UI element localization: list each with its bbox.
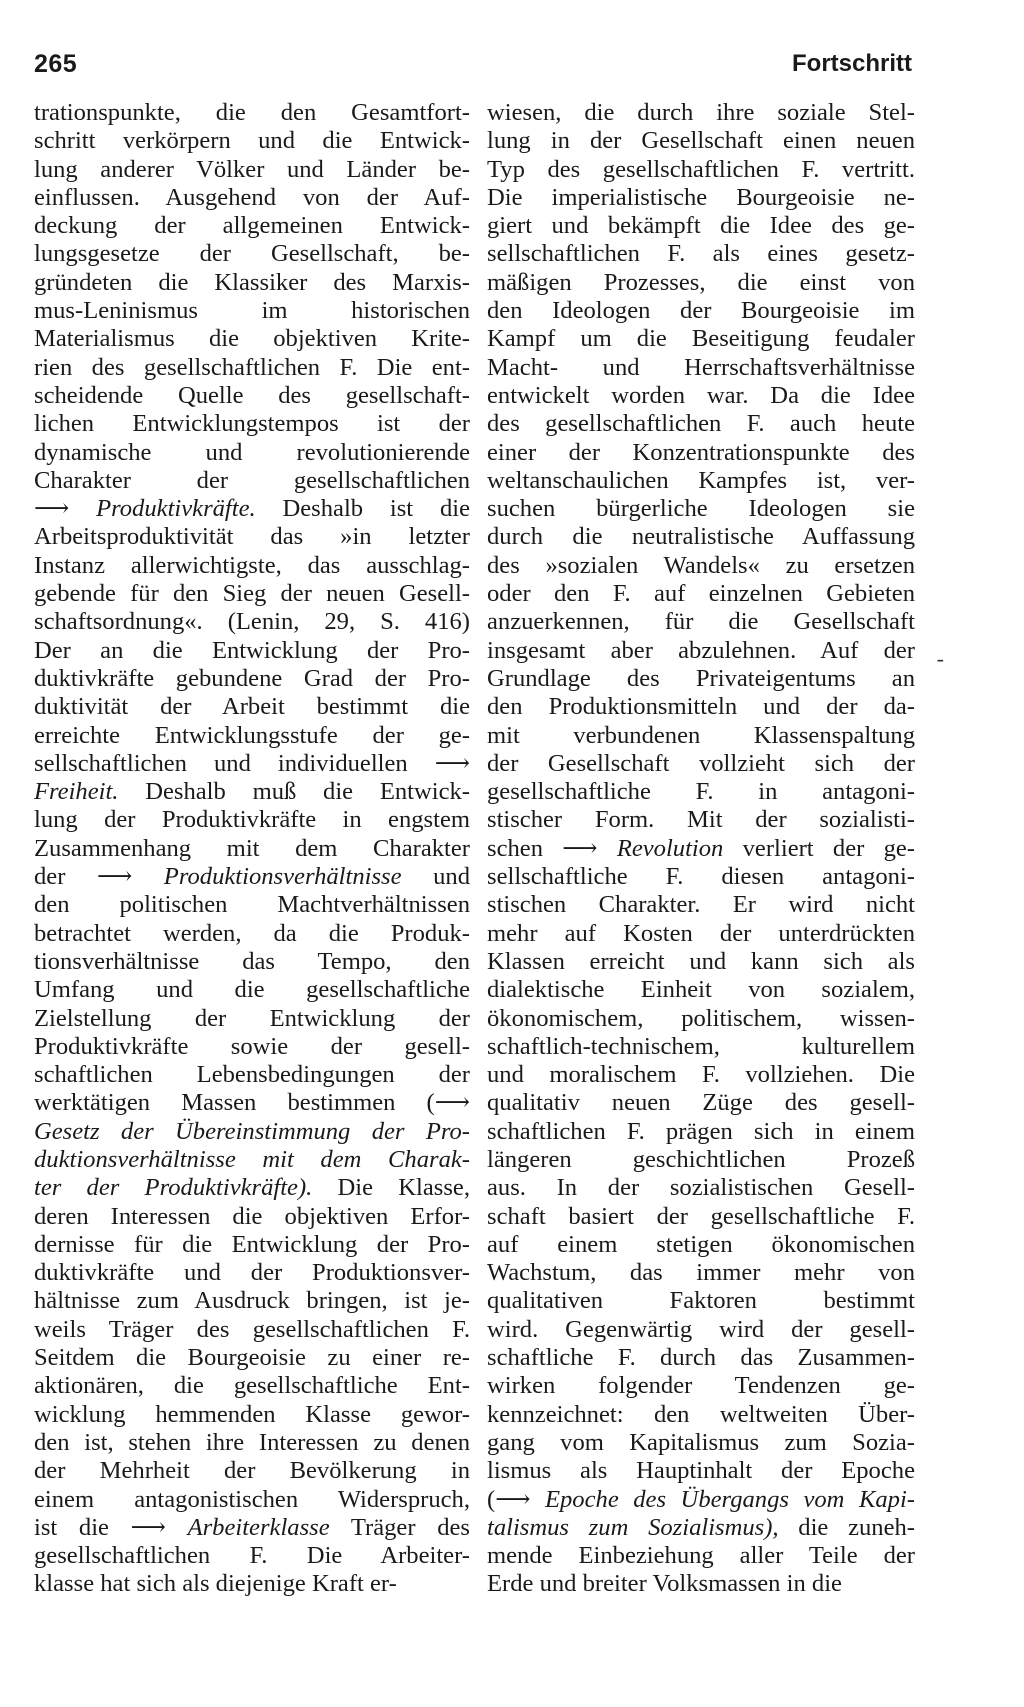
- text-line: [487, 1174, 915, 1202]
- text-segment: hältnisse zum Ausdruck bringen, ist je-: [34, 1287, 470, 1315]
- text-segment: schaftlichen Lebensbedingungen der: [34, 1061, 470, 1089]
- text-segment: lismus als Hauptinhalt der Epoche: [487, 1457, 915, 1485]
- text-line: [487, 297, 915, 325]
- text-segment: Die imperialistische Bourgeoisie ne-: [487, 183, 915, 211]
- text-line: [487, 127, 915, 155]
- text-line: [34, 1174, 470, 1202]
- text-line: [487, 665, 915, 693]
- text-segment: giert und bekämpft die Idee des ge-: [487, 212, 915, 240]
- text-segment: dialektische Einheit von sozialem,: [487, 976, 915, 1004]
- text-line: [34, 1542, 470, 1570]
- text-segment: wiesen, die durch ihre soziale Stel-: [487, 99, 915, 126]
- text-line: [34, 382, 470, 410]
- margin-mark: -: [936, 646, 944, 671]
- text-line: [34, 1231, 470, 1259]
- text-segment: Kampf um die Beseitigung feudaler: [487, 325, 915, 353]
- text-segment: sellschaftlichen und individuellen ⟶: [34, 749, 470, 777]
- text-segment: insgesamt aber abzulehnen. Auf der: [487, 636, 915, 664]
- text-segment: des »sozialen Wandels« zu ersetzen: [487, 551, 915, 579]
- text-line: [487, 495, 915, 523]
- text-line: [487, 99, 915, 127]
- text-segment: lichen Entwicklungstempos ist der: [34, 410, 470, 438]
- text-line: [34, 1061, 470, 1089]
- text-line: [34, 495, 470, 523]
- text-segment: Macht- und Herrschaftsverhältnisse: [487, 353, 915, 381]
- text-segment: aktionären, die gesellschaftliche Ent-: [34, 1372, 470, 1400]
- page-number: 265: [34, 50, 78, 78]
- text-segment: Arbeitsproduktivität das »in letzter: [34, 523, 470, 551]
- text-line: [487, 1486, 915, 1514]
- text-segment: lung der Produktivkräfte in engstem: [34, 806, 470, 834]
- italic-reference: Revolution: [616, 834, 724, 862]
- text-line: [487, 1316, 915, 1344]
- text-line: [34, 1486, 470, 1514]
- text-line: [34, 778, 470, 806]
- text-segment: Der an die Entwicklung der Pro-: [34, 636, 470, 664]
- text-segment: mit verbundenen Klassenspaltung: [487, 721, 915, 749]
- text-line: [34, 1118, 470, 1146]
- text-line: [34, 750, 470, 778]
- text-line: [34, 354, 470, 382]
- text-line: [487, 1570, 915, 1598]
- text-line: [487, 1089, 915, 1117]
- text-segment: gebende für den Sieg der neuen Gesell-: [34, 580, 470, 608]
- text-line: [487, 1401, 915, 1429]
- text-line: [34, 1203, 470, 1231]
- text-line: [487, 920, 915, 948]
- text-segment: schen ⟶: [487, 834, 617, 862]
- text-segment: duktivität der Arbeit bestimmt die: [34, 693, 470, 721]
- text-segment: erreichte Entwicklungsstufe der ge-: [34, 721, 470, 749]
- left-column: [34, 99, 470, 1599]
- italic-reference: talismus zum Sozialismus),: [487, 1513, 779, 1541]
- text-segment: gründeten die Klassiker des Marxis-: [34, 268, 470, 296]
- text-line: [34, 976, 470, 1004]
- text-line: [487, 1033, 915, 1061]
- text-segment: verliert der ge-: [723, 834, 915, 862]
- text-line: [487, 1542, 915, 1570]
- text-segment: Produktivkräfte sowie der gesell-: [34, 1032, 470, 1060]
- text-segment: schaftliche F. durch das Zusammen-: [487, 1344, 915, 1372]
- italic-reference: duktionsverhältnisse mit dem Charak-: [34, 1145, 470, 1173]
- text-segment: Typ des gesellschaftlichen F. vertritt.: [487, 155, 915, 183]
- text-segment: weltanschaulichen Kampfes ist, ver-: [487, 466, 915, 494]
- text-line: [34, 1344, 470, 1372]
- text-line: [487, 552, 915, 580]
- text-segment: Umfang und die gesellschaftliche: [34, 976, 470, 1004]
- text-line: [487, 1259, 915, 1287]
- text-line: [487, 1514, 915, 1542]
- text-line: [34, 1259, 470, 1287]
- text-line: [487, 1203, 915, 1231]
- text-line: [34, 1372, 470, 1400]
- text-segment: Wachstum, das immer mehr von: [487, 1259, 915, 1287]
- italic-reference: Produktivkräfte.: [96, 495, 256, 523]
- text-line: [34, 1401, 470, 1429]
- text-line: [487, 269, 915, 297]
- italic-reference: Gesetz der Übereinstimmung der Pro-: [34, 1117, 470, 1145]
- text-line: [487, 835, 915, 863]
- text-line: [34, 948, 470, 976]
- text-segment: einflussen. Ausgehend von der Auf-: [34, 183, 470, 211]
- text-line: [487, 382, 915, 410]
- text-segment: werktätigen Massen bestimmen (⟶: [34, 1089, 470, 1117]
- text-line: [34, 1033, 470, 1061]
- text-segment: wirken folgender Tendenzen ge-: [487, 1372, 915, 1400]
- text-line: [487, 354, 915, 382]
- text-segment: dernisse für die Entwicklung der Pro-: [34, 1230, 470, 1258]
- italic-reference: ter der Produktivkräfte).: [34, 1174, 313, 1202]
- text-line: [34, 1316, 470, 1344]
- text-segment: Materialismus die objektiven Krite-: [34, 325, 470, 353]
- text-line: [487, 637, 915, 665]
- text-segment: auf einem stetigen ökonomischen: [487, 1230, 915, 1258]
- text-segment: Träger des: [329, 1513, 470, 1541]
- right-column: [487, 99, 915, 1599]
- text-line: [487, 1457, 915, 1485]
- text-line: [487, 948, 915, 976]
- text-line: [487, 439, 915, 467]
- text-line: [34, 212, 470, 240]
- text-segment: und: [401, 863, 470, 891]
- text-line: [487, 1287, 915, 1315]
- text-line: [487, 523, 915, 551]
- text-line: [487, 184, 915, 212]
- text-segment: Deshalb ist die: [255, 495, 470, 523]
- text-line: [34, 608, 470, 636]
- text-segment: Deshalb muß die Entwick-: [118, 778, 470, 806]
- text-line: [34, 891, 470, 919]
- text-segment: betrachtet werden, da die Produk-: [34, 919, 470, 947]
- text-line: [487, 325, 915, 353]
- text-segment: der Mehrheit der Bevölkerung in: [34, 1457, 470, 1485]
- text-line: [34, 722, 470, 750]
- text-segment: Zielstellung der Entwicklung der: [34, 1004, 470, 1032]
- text-line: [34, 1005, 470, 1033]
- text-segment: lungsgesetze der Gesellschaft, be-: [34, 240, 470, 268]
- text-segment: Grundlage des Privateigentums an: [487, 664, 915, 692]
- text-line: [34, 806, 470, 834]
- italic-reference: Freiheit.: [34, 778, 119, 806]
- text-segment: duktivkräfte und der Produktionsver-: [34, 1259, 470, 1287]
- text-segment: wird. Gegenwärtig wird der gesell-: [487, 1315, 915, 1343]
- text-segment: weils Träger des gesellschaftlichen F.: [34, 1315, 470, 1343]
- text-segment: den Produktionsmitteln und der da-: [487, 693, 915, 721]
- text-line: [487, 750, 915, 778]
- text-line: [34, 580, 470, 608]
- text-line: [34, 1089, 470, 1117]
- text-segment: mus-Leninismus im historischen: [34, 297, 470, 325]
- text-line: [487, 1146, 915, 1174]
- text-line: [487, 722, 915, 750]
- text-line: [487, 806, 915, 834]
- text-line: [34, 325, 470, 353]
- text-segment: stischer Form. Mit der sozialisti-: [487, 806, 915, 834]
- text-segment: oder den F. auf einzelnen Gebieten: [487, 580, 915, 608]
- text-segment: anzuerkennen, für die Gesellschaft: [487, 608, 915, 636]
- text-line: [34, 693, 470, 721]
- italic-reference: Epoche des Übergangs vom Kapi-: [544, 1485, 915, 1513]
- text-segment: gesellschaftliche F. in antagoni-: [487, 778, 915, 806]
- text-segment: schaft basiert der gesellschaftliche F.: [487, 1202, 915, 1230]
- text-segment: gang vom Kapitalismus zum Sozia-: [487, 1428, 915, 1456]
- text-line: [487, 1118, 915, 1146]
- text-segment: klasse hat sich als diejenige Kraft er-: [34, 1570, 397, 1598]
- text-segment: durch die neutralistische Auffassung: [487, 523, 915, 551]
- text-segment: mäßigen Prozesses, die einst von: [487, 268, 915, 296]
- text-line: [34, 99, 470, 127]
- text-segment: den Ideologen der Bourgeoisie im: [487, 297, 915, 325]
- text-line: [487, 1344, 915, 1372]
- text-line: [34, 410, 470, 438]
- text-segment: qualitativ neuen Züge des gesell-: [487, 1089, 915, 1117]
- text-segment: stischen Charakter. Er wird nicht: [487, 891, 915, 919]
- text-line: [34, 184, 470, 212]
- text-line: [487, 212, 915, 240]
- text-line: [487, 1005, 915, 1033]
- text-line: [487, 410, 915, 438]
- italic-reference: Arbeiterklasse: [187, 1513, 330, 1541]
- text-line: [487, 467, 915, 495]
- text-segment: duktivkräfte gebundene Grad der Pro-: [34, 664, 470, 692]
- text-line: [487, 580, 915, 608]
- italic-reference: Produktionsverhältnisse: [163, 863, 402, 891]
- text-segment: schritt verkörpern und die Entwick-: [34, 127, 470, 155]
- text-segment: lung anderer Völker und Länder be-: [34, 155, 470, 183]
- text-segment: die zuneh-: [778, 1513, 915, 1541]
- text-segment: deckung der allgemeinen Entwick-: [34, 212, 470, 240]
- text-segment: lung in der Gesellschaft einen neuen: [487, 127, 915, 155]
- text-segment: rien des gesellschaftlichen F. Die ent-: [34, 353, 470, 381]
- text-segment: schaftlichen F. prägen sich in einem: [487, 1117, 915, 1145]
- text-segment: schaftlich-technischem, kulturellem: [487, 1032, 915, 1060]
- text-line: [34, 297, 470, 325]
- text-segment: ökonomischem, politischem, wissen-: [487, 1004, 915, 1032]
- text-line: [487, 1372, 915, 1400]
- text-segment: einer der Konzentrationspunkte des: [487, 438, 915, 466]
- text-line: [34, 269, 470, 297]
- text-segment: deren Interessen die objektiven Erfor-: [34, 1202, 470, 1230]
- text-segment: scheidende Quelle des gesellschaft-: [34, 381, 470, 409]
- text-segment: tionsverhältnisse das Tempo, den: [34, 947, 470, 975]
- text-segment: einem antagonistischen Widerspruch,: [34, 1485, 470, 1513]
- text-segment: der ⟶: [34, 863, 164, 891]
- text-line: [34, 523, 470, 551]
- text-line: [34, 467, 470, 495]
- text-line: [487, 863, 915, 891]
- text-line: [487, 608, 915, 636]
- text-line: [34, 1457, 470, 1485]
- text-segment: wicklung hemmenden Klasse gewor-: [34, 1400, 470, 1428]
- text-line: [487, 1231, 915, 1259]
- text-segment: des gesellschaftlichen F. auch heute: [487, 410, 915, 438]
- text-line: [34, 1146, 470, 1174]
- text-segment: Erde und breiter Volksmassen in die: [487, 1570, 842, 1598]
- text-line: [34, 665, 470, 693]
- text-line: [34, 863, 470, 891]
- text-segment: (⟶: [487, 1485, 545, 1513]
- text-line: [34, 637, 470, 665]
- running-head: Fortschritt: [792, 50, 912, 77]
- text-line: [34, 439, 470, 467]
- text-line: [34, 1429, 470, 1457]
- text-segment: und moralischem F. vollziehen. Die: [487, 1061, 915, 1089]
- text-segment: der Gesellschaft vollzieht sich der: [487, 749, 915, 777]
- text-line: [487, 156, 915, 184]
- text-line: [487, 1061, 915, 1089]
- text-line: [34, 552, 470, 580]
- text-line: [34, 127, 470, 155]
- text-segment: entwickelt worden war. Da die Idee: [487, 381, 915, 409]
- text-line: [487, 240, 915, 268]
- text-segment: sellschaftliche F. diesen antagoni-: [487, 863, 915, 891]
- text-line: [34, 1570, 470, 1598]
- text-line: [487, 778, 915, 806]
- text-segment: suchen bürgerliche Ideologen sie: [487, 495, 915, 523]
- text-segment: Zusammenhang mit dem Charakter: [34, 834, 470, 862]
- text-segment: dynamische und revolutionierende: [34, 438, 470, 466]
- text-segment: sellschaftlichen F. als eines gesetz-: [487, 240, 915, 268]
- text-segment: kennzeichnet: den weltweiten Über-: [487, 1400, 915, 1428]
- text-line: [34, 1287, 470, 1315]
- text-segment: aus. In der sozialistischen Gesell-: [487, 1174, 915, 1202]
- text-segment: ist die ⟶: [34, 1513, 188, 1541]
- text-line: [34, 835, 470, 863]
- text-segment: qualitativen Faktoren bestimmt: [487, 1287, 915, 1315]
- text-segment: mende Einbeziehung aller Teile der: [487, 1542, 915, 1570]
- text-segment: ⟶: [34, 495, 97, 523]
- text-line: [34, 920, 470, 948]
- text-line: [34, 156, 470, 184]
- text-segment: Charakter der gesellschaftlichen: [34, 466, 470, 494]
- text-line: [487, 1429, 915, 1457]
- text-segment: den politischen Machtverhältnissen: [34, 891, 470, 919]
- text-segment: gesellschaftlichen F. Die Arbeiter-: [34, 1542, 470, 1570]
- text-segment: Seitdem die Bourgeoisie zu einer re-: [34, 1344, 470, 1372]
- text-line: [487, 891, 915, 919]
- text-segment: Klassen erreicht und kann sich als: [487, 947, 915, 975]
- text-line: [34, 240, 470, 268]
- text-segment: Die Klasse,: [312, 1174, 470, 1202]
- text-segment: mehr auf Kosten der unterdrückten: [487, 919, 915, 947]
- text-line: [487, 693, 915, 721]
- text-segment: längeren geschichtlichen Prozeß: [487, 1145, 915, 1173]
- text-segment: trationspunkte, die den Gesamtfort-: [34, 99, 470, 126]
- text-segment: den ist, stehen ihre Interessen zu denen: [34, 1428, 470, 1456]
- text-line: [34, 1514, 470, 1542]
- text-segment: Instanz allerwichtigste, das ausschlag-: [34, 551, 470, 579]
- text-segment: schaftsordnung«. (Lenin, 29, S. 416): [34, 608, 470, 636]
- text-line: [487, 976, 915, 1004]
